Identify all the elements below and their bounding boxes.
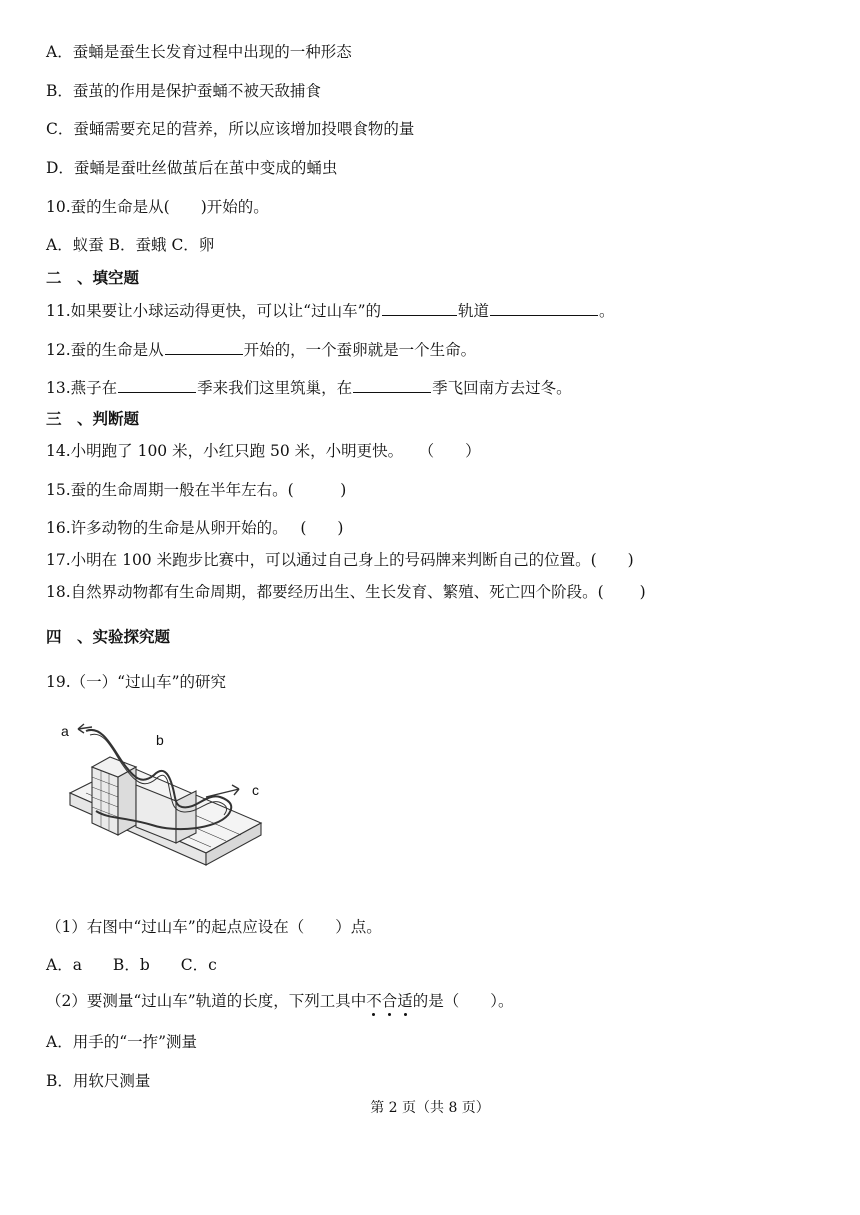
- q18: 18.自然界动物都有生命周期，都要经历出生、生长发育、繁殖、死亡四个阶段。( ): [46, 583, 646, 601]
- q9-option-d: D．蚕蛹是蚕吐丝做茧后在茧中变成的蛹虫: [46, 159, 338, 177]
- q11: [46, 300, 615, 321]
- figure-label-b: b: [156, 732, 164, 748]
- q11-blank-1[interactable]: [382, 300, 457, 316]
- q9-option-c: C．蚕蛹需要充足的营养，所以应该增加投喂食物的量: [46, 120, 415, 138]
- q13-text-1: 13.燕子在: [46, 379, 118, 397]
- figure-label-a: a: [61, 723, 69, 739]
- q13-text-2: 季来我们这里筑巢，在: [197, 379, 353, 397]
- section-3-heading: 三 、判断题: [46, 410, 140, 428]
- q12: [46, 339, 476, 360]
- q19-option-a: A．用手的“一拃”测量: [46, 1033, 198, 1051]
- emphasis-char-2: 合: [381, 992, 398, 1010]
- q9-option-b: B．蚕茧的作用是保护蚕蛹不被天敌捕食: [46, 82, 321, 100]
- q16: 16.许多动物的生命是从卵开始的。 ( ): [46, 519, 344, 537]
- q19-sub2-text-2: 的是（ ）。: [412, 992, 514, 1010]
- q19-option-b: B．用软尺测量: [46, 1072, 151, 1090]
- emphasis-char-1: 不: [366, 992, 382, 1010]
- q9-option-a: A．蚕蛹是蚕生长发育过程中出现的一种形态: [46, 43, 352, 61]
- q12-blank[interactable]: [165, 339, 243, 355]
- q11-text-2: 轨道: [458, 302, 490, 320]
- roller-coaster-figure: [56, 715, 276, 900]
- q12-text-1: 12.蚕的生命是从: [46, 341, 164, 359]
- section-2-heading: 二 、填空题: [46, 269, 140, 287]
- emphasis-char-3: 适: [397, 992, 413, 1010]
- section-4-heading: 四 、实验探究题: [46, 628, 171, 646]
- q11-text-3: 。: [599, 302, 615, 320]
- page-footer: 第 2 页（共 8 页）: [370, 1100, 490, 1116]
- q11-text-1: 11.如果要让小球运动得更快，可以让“过山车”的: [46, 302, 381, 320]
- q10-stem: 10.蚕的生命是从( )开始的。: [46, 198, 269, 216]
- q14: 14.小明跑了 100 米，小红只跑 50 米，小明更快。 （ ）: [46, 442, 481, 460]
- q15: 15.蚕的生命周期一般在半年左右。( ): [46, 481, 347, 499]
- q19-sub1-options: A．a B．b C．c: [46, 956, 217, 974]
- q12-text-2: 开始的，一个蚕卵就是一个生命。: [243, 341, 477, 359]
- q13-text-3: 季飞回南方去过冬。: [432, 379, 572, 397]
- figure-label-c: c: [252, 782, 259, 798]
- q10-options: A．蚁蚕 B．蚕蛾 C．卵: [46, 236, 215, 254]
- q11-blank-2[interactable]: [490, 300, 598, 316]
- q19-sub2: [46, 991, 514, 1011]
- q19-sub2-text-1: （2）要测量“过山车”轨道的长度，下列工具中: [46, 992, 367, 1010]
- q13-blank-1[interactable]: [118, 377, 196, 393]
- q17: 17.小明在 100 米跑步比赛中，可以通过自己身上的号码牌来判断自己的位置。( ): [46, 551, 634, 569]
- q13: [46, 377, 572, 398]
- q19-sub1: （1）右图中“过山车”的起点应设在（ ）点。: [46, 918, 382, 936]
- q19-title: 19.（一）“过山车”的研究: [46, 673, 226, 691]
- q13-blank-2[interactable]: [353, 377, 431, 393]
